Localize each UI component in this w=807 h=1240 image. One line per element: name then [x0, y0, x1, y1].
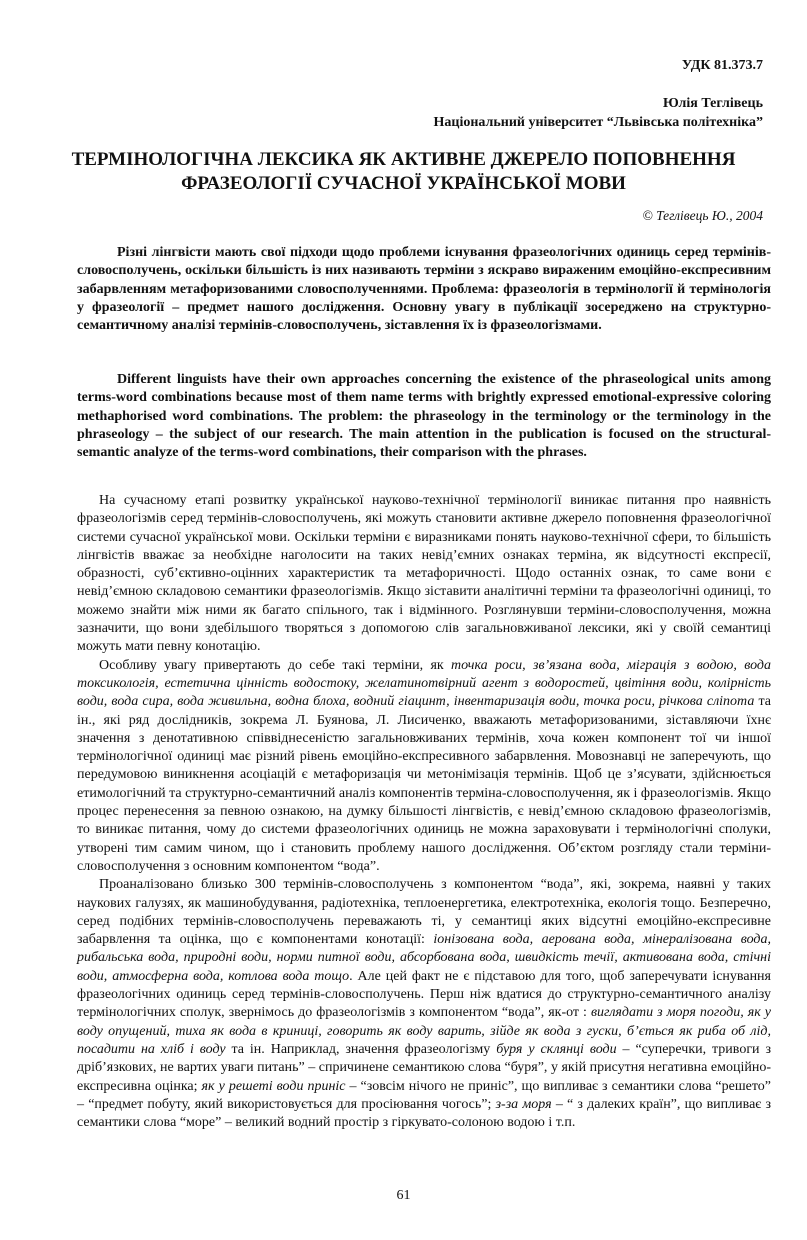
paragraph-3-part-e: – “зовсім нічого не приніс”, що випливає з семантики слова “решето” – “предмет побуту, який використовується для просіювання чогось”;	[77, 1078, 772, 1112]
paragraph-2-rest: та ін., які ряд дослідників, зокрема Л. Буянова, Л. Лисиченко, вважають метафоризованими, зіставляючи їхнє значення з денотативною співвіднесеністю загальновживаних термінів, хоча кожен компонент тої чи іншої термінологічної одиниці має різний рівень емоційно-експресивного забарвлення. Мовознавці не заперечують, що передумовою виникнення асоціацій є метафоризація чи метонімізація термінів. Щоб це з’ясувати, здійснюється етимологічний та структурно-семантичний аналіз компонентів терміна-словосполучення, як і фразеологізмів. Якщо процес перенесення за певною ознакою, на думку більшості лінгвістів, є невід’ємною складовою фразеологізмів, то виникає питання, чому до системи фразеологічних одиниць не можна зараховувати і термінологічні сполуки, утворені тим самим чином, що і становить проблему нашого дослідження. Об’єктом розгляду стали терміни-словосполучення з основним компонентом “вода”.	[77, 694, 771, 874]
paragraph-3-part-c: та ін. Наприклад, значення фразеологізму	[225, 1041, 497, 1057]
page-number: 61	[396, 1188, 411, 1203]
body-paragraph-1: На сучасному етапі розвитку української науково-технічної термінології виникає питання про наявність фразеологізмів серед термінів-словосполучень, які можуть становити активне джерело поповнення фразеологічної системи сучасної української мови. Оскільки терміни є виразниками понять науково-технічної сфери, то більшість лінгвістів вважає за необхідне наголосити на таких невід’ємних ознаках терміна, як відсутності експресії, образності, суб’єктивно-оцінних характеристик та метафоричності. Щодо останніх ознак, то саме вони є невід’ємною складовою семантики фразеологізмів. Якщо зіставити аналітичні терміни та фразеологічні одиниці, то можемо знайти між ними як багато спільного, так і відмінного. Розглянувши терміни-словосполучення, можна зазначити, що вони здебільшого творяться з допомогою слів загальновживаної лексики, які у своїй семантиці можуть мати певну конотацію.	[77, 493, 771, 655]
paragraph-3-part-f: – “ з далеких країн”, що випливає з семантики слова “море” – великий водний простір з гіркувато-солоною водою і т.п.	[77, 1096, 772, 1131]
phraseologism-sea: з-за моря	[495, 1096, 552, 1112]
paragraph-3-part-b: . Але цей факт не є підставою для того, щоб заперечувати існування фразеологічних одиниць серед термінів-словосполучень. Перш ніж вдатися до структурно-семантичного аналізу термінологічних сполук, звернімось до фразеологізмів з компонентом “вода”, як-от :	[77, 968, 771, 1021]
abstract-ukrainian: Різні лінгвісти мають свої підходи щодо проблеми існування фразеологічних одиниць серед термінів-словосполучень, оскільки більшість із них називають терміни з яскраво вираженим емоційно-експресивним забарвленням метафоризованими словосполученнями. Проблема: фразеологія в термінології й термінологія у фразеології – предмет нашого дослідження. Основну увагу в публікації зосереджено на структурно-семантичному аналізі термінів-словосполучень, зіставлення їх із фразеологізмами.	[77, 245, 771, 334]
phraseologism-storm: буря у склянці води	[496, 1041, 617, 1057]
abstract-english: Different linguists have their own approaches concerning the existence of the phraseological units among terms-word combinations because most of them name terms with brightly expressed emotional-expressive coloring methaphorised word combinations. The problem: the phraseology in the terminology or the terminology in the phraseology – the subject of our research. The main attention in the publication is focused on the structural-semantic analyze of the terms-word combinations, their comparison with the phrases.	[77, 372, 771, 461]
phraseologism-sieve: як у решеті води приніс	[201, 1078, 346, 1094]
phraseologism-examples: виглядати з моря погоди, як у воду опущений, тиха як вода в криниці, говорить як воду варить, зійде як вода з гуски, б’ється як риба об лід, посадити на хліб і воду	[77, 1005, 772, 1057]
copyright-notice: © Теглівець Ю., 2004	[642, 208, 763, 223]
title-line-2: ФРАЗЕОЛОГІЇ СУЧАСНОЇ УКРАЇНСЬКОЇ МОВИ	[181, 173, 626, 194]
paragraph-3-part-a: Проаналізовано близько 300 термінів-словосполучень з компонентом “вода”, які, зокрема, наявні у таких наукових галузях, як машинобудування, радіотехніка, теплоенергетика, електротехніка, екологія тощо. Безперечно, серед подібних термінів-словосполучень переважають ті, у семантиці яких відсутні емоційно-експресивне забарвлення та оцінка, що є компонентами конотації:	[77, 877, 771, 948]
paragraph-2-lead: Особливу увагу привертають до себе такі терміни, як	[99, 657, 452, 673]
udk-code: УДК 81.373.7	[681, 58, 763, 73]
author-affiliation: Національний університет “Львівська політехніка”	[433, 115, 763, 130]
article-title	[60, 148, 747, 196]
paragraph-3-part-d: – “суперечки, тривоги з дріб’язкових, не вартих уваги питань” – спричинене семантикою слова “буря”, у якій присутня негативна емоційно-експресивна оцінка;	[77, 1041, 771, 1094]
author-name: Юлія Теглівець	[662, 96, 763, 111]
body-paragraph-2	[77, 657, 771, 877]
title-line-1: ТЕРМІНОЛОГІЧНА ЛЕКСИКА ЯК АКТИВНЕ ДЖЕРЕЛО ПОПОВНЕННЯ	[71, 149, 736, 170]
neutral-term-examples: іонізована вода, аерована вода, мінералізована вода, рибальська вода, природні води, норми питної води, абсорбована вода, швидкість течії, активована вода, стічні води, атмосферна вода, котлова вода тощо	[77, 932, 771, 984]
body-paragraph-3	[77, 876, 771, 1132]
term-examples: точка роси, зв’язана вода, міграція з водою, вода токсикологія, естетична цінність водостоку, желатинотвірний агент з водоростей, цвітіння води, колірність води, вода сира, вода живильна, водна блоха, водний гіацинт, інвентаризація води, точка роси, річкова сліпота	[77, 657, 772, 710]
article-body	[77, 492, 771, 1132]
author-block	[434, 94, 764, 132]
